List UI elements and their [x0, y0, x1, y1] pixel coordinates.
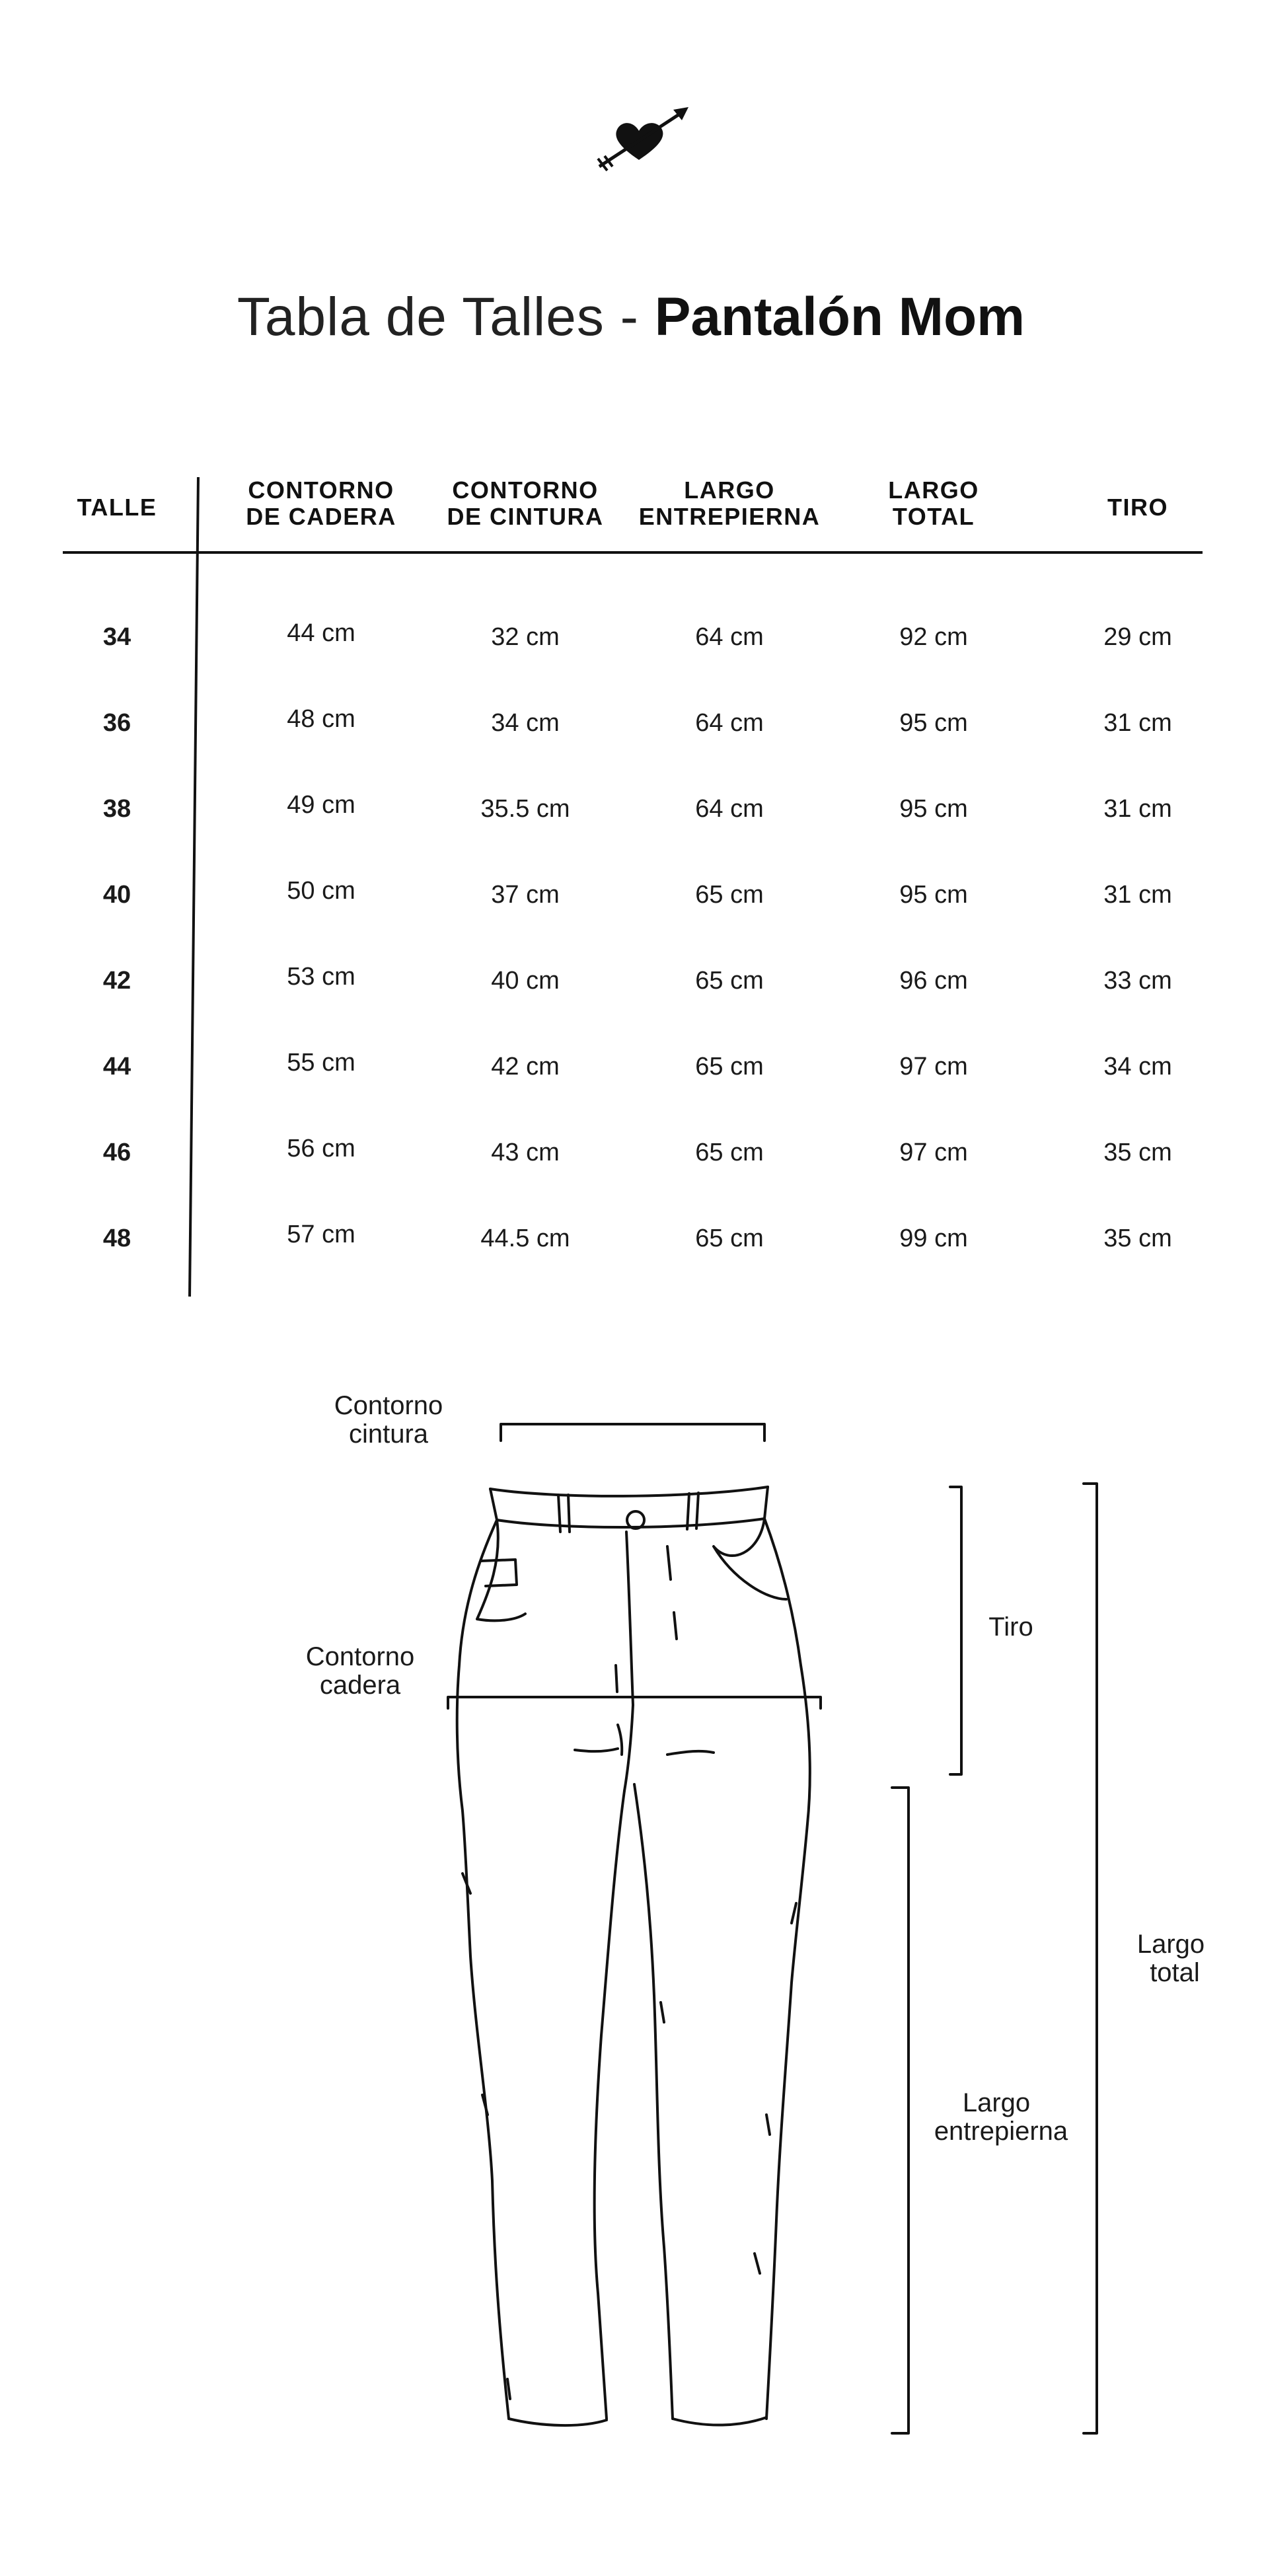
measurement-value: 44 cm — [287, 619, 355, 647]
size-value: 34 — [102, 623, 131, 651]
measurement-value: 34 cm — [1103, 1053, 1172, 1080]
measurement-value: 34 cm — [491, 709, 560, 737]
measurement-value: 65 cm — [695, 881, 764, 909]
measurement-value: 33 cm — [1103, 967, 1172, 995]
measurement-value: 95 cm — [899, 881, 968, 909]
size-value: 40 — [102, 881, 131, 909]
label-cintura-1: Contorno — [334, 1391, 443, 1420]
pants-diagram — [0, 1388, 1262, 2576]
largo-total-bracket — [1084, 1484, 1097, 2433]
table-header-line: ENTREPIERNA — [638, 503, 821, 530]
table-header-line: DE CADERA — [246, 503, 396, 530]
measurement-value: 65 cm — [695, 1053, 764, 1080]
measurement-value: 32 cm — [491, 623, 560, 651]
measurement-value: 95 cm — [899, 709, 968, 737]
measurement-value: 40 cm — [491, 967, 560, 995]
table-header-line: TOTAL — [892, 503, 975, 530]
table-header-line: TALLE — [77, 494, 157, 521]
heart-arrow-icon — [593, 100, 692, 176]
size-value: 44 — [102, 1053, 131, 1080]
measurement-value: 31 cm — [1103, 881, 1172, 909]
measurement-value: 50 cm — [287, 877, 355, 905]
label-cadera-2: cadera — [319, 1671, 401, 1700]
table-header — [416, 477, 634, 530]
measurement-value: 64 cm — [695, 795, 764, 823]
measurement-value: 95 cm — [899, 795, 968, 823]
size-value: 36 — [102, 709, 131, 737]
measurement-value: 35.5 cm — [480, 795, 570, 823]
measurement-value: 35 cm — [1103, 1139, 1172, 1166]
table-header — [212, 477, 430, 530]
measurement-value: 55 cm — [287, 1049, 355, 1077]
label-largo-total-2: total — [1150, 1958, 1200, 1987]
size-value: 38 — [102, 795, 131, 823]
table-header-divider — [63, 551, 1203, 554]
measurement-value: 64 cm — [695, 709, 764, 737]
label-largo-total-1: Largo — [1136, 1930, 1205, 1959]
label-cintura-2: cintura — [348, 1420, 429, 1449]
page-title — [0, 284, 1262, 350]
table-header-line: TIRO — [1107, 494, 1168, 521]
label-entrepierna-1: Largo — [962, 2088, 1031, 2117]
table-header-line: LARGO — [888, 476, 979, 504]
pants-drawing — [457, 1487, 810, 2425]
measurement-value: 65 cm — [695, 967, 764, 995]
measurement-value: 35 cm — [1103, 1225, 1172, 1252]
size-value: 42 — [102, 967, 131, 995]
measurement-value: 44.5 cm — [480, 1225, 570, 1252]
measurement-value: 42 cm — [491, 1053, 560, 1080]
label-tiro: Tiro — [988, 1612, 1033, 1642]
measurement-value: 37 cm — [491, 881, 560, 909]
measurement-value: 97 cm — [899, 1053, 968, 1080]
waist-bracket — [501, 1424, 764, 1441]
measurement-value: 43 cm — [491, 1139, 560, 1166]
table-header-line: CONTORNO — [248, 476, 394, 504]
measurement-value: 31 cm — [1103, 795, 1172, 823]
hip-bracket — [448, 1697, 821, 1708]
title-light: Tabla de Talles - — [237, 287, 655, 347]
measurement-value: 48 cm — [287, 705, 355, 733]
table-header-line: LARGO — [684, 476, 775, 504]
measurement-value: 49 cm — [287, 791, 355, 819]
measurement-value: 65 cm — [695, 1225, 764, 1252]
label-cadera-1: Contorno — [305, 1642, 415, 1671]
measurement-value: 65 cm — [695, 1139, 764, 1166]
measurement-value: 56 cm — [287, 1135, 355, 1162]
measurement-value: 57 cm — [287, 1221, 355, 1248]
measurement-value: 29 cm — [1103, 623, 1172, 651]
table-header — [825, 477, 1043, 530]
measurement-value: 31 cm — [1103, 709, 1172, 737]
measurement-value: 96 cm — [899, 967, 968, 995]
size-value: 46 — [102, 1139, 131, 1166]
tiro-bracket — [950, 1487, 961, 1774]
entrepierna-bracket — [892, 1788, 909, 2433]
title-bold: Pantalón Mom — [654, 287, 1025, 347]
measurement-value: 53 cm — [287, 963, 355, 991]
size-value: 48 — [102, 1225, 131, 1252]
measurement-value: 92 cm — [899, 623, 968, 651]
table-header-line: DE CINTURA — [447, 503, 604, 530]
table-header — [8, 494, 226, 521]
measurement-value: 97 cm — [899, 1139, 968, 1166]
table-header-line: CONTORNO — [452, 476, 599, 504]
measurement-value: 64 cm — [695, 623, 764, 651]
table-header — [1029, 494, 1247, 521]
table-header — [620, 477, 838, 530]
measurement-value: 99 cm — [899, 1225, 968, 1252]
label-entrepierna-2: entrepierna — [934, 2117, 1068, 2146]
